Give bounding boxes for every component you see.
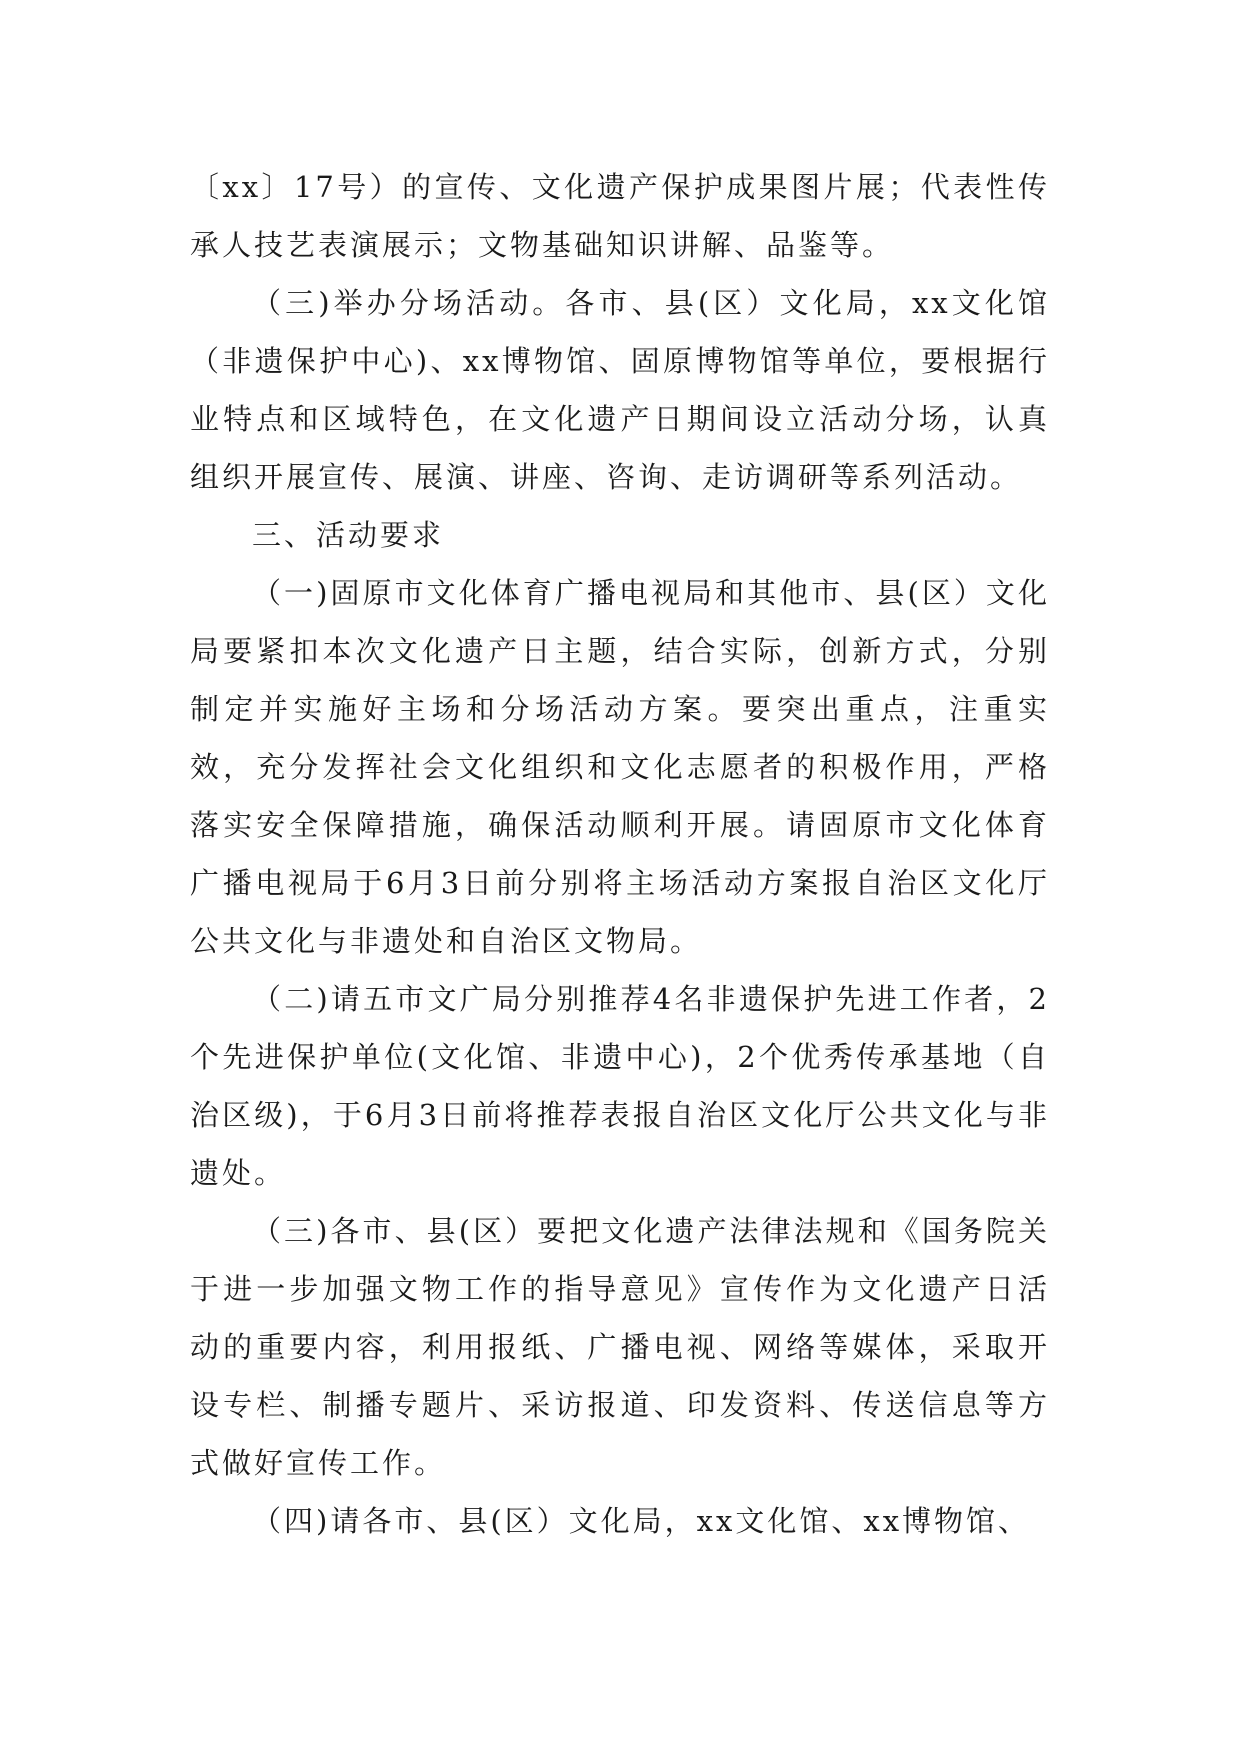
paragraph-branch-activities: （三)举办分场活动。各市、县(区）文化局，xx文化馆（非遗保护中心)、xx博物馆、固原博物馆等单位，要根据行业特点和区域特色，在文化遗产日期间设立活动分场，认真组织开展宣传、展演、讲座、咨询、走访调研等系列活动。: [190, 286, 1050, 494]
paragraph-requirement-2: （二)请五市文广局分别推荐4名非遗保护先进工作者，2个先进保护单位(文化馆、非遗中心)，2个优秀传承基地（自治区级)，于6月3日前将推荐表报自治区文化厅公共文化与非遗处。: [190, 982, 1050, 1190]
document-body: [190, 158, 1050, 1550]
paragraph-requirement-4: （四)请各市、县(区）文化局，xx文化馆、xx博物馆、: [252, 1504, 1031, 1538]
paragraph-exhibition-continued: 〔xx〕17号）的宣传、文化遗产保护成果图片展；代表性传承人技艺表演展示；文物基础知识讲解、品鉴等。: [190, 170, 1050, 262]
section-heading-requirements: 三、活动要求: [252, 518, 445, 552]
paragraph-requirement-1: （一)固原市文化体育广播电视局和其他市、县(区）文化局要紧扣本次文化遗产日主题，结合实际，创新方式，分别制定并实施好主场和分场活动方案。要突出重点，注重实效，充分发挥社会文化组织和文化志愿者的积极作用，严格落实安全保障措施，确保活动顺利开展。请固原市文化体育广播电视局于6月3日前分别将主场活动方案报自治区文化厅公共文化与非遗处和自治区文物局。: [190, 576, 1050, 958]
paragraph-requirement-3: （三)各市、县(区）要把文化遗产法律法规和《国务院关于进一步加强文物工作的指导意见》宣传作为文化遗产日活动的重要内容，利用报纸、广播电视、网络等媒体，采取开设专栏、制播专题片、采访报道、印发资料、传送信息等方式做好宣传工作。: [190, 1214, 1050, 1480]
